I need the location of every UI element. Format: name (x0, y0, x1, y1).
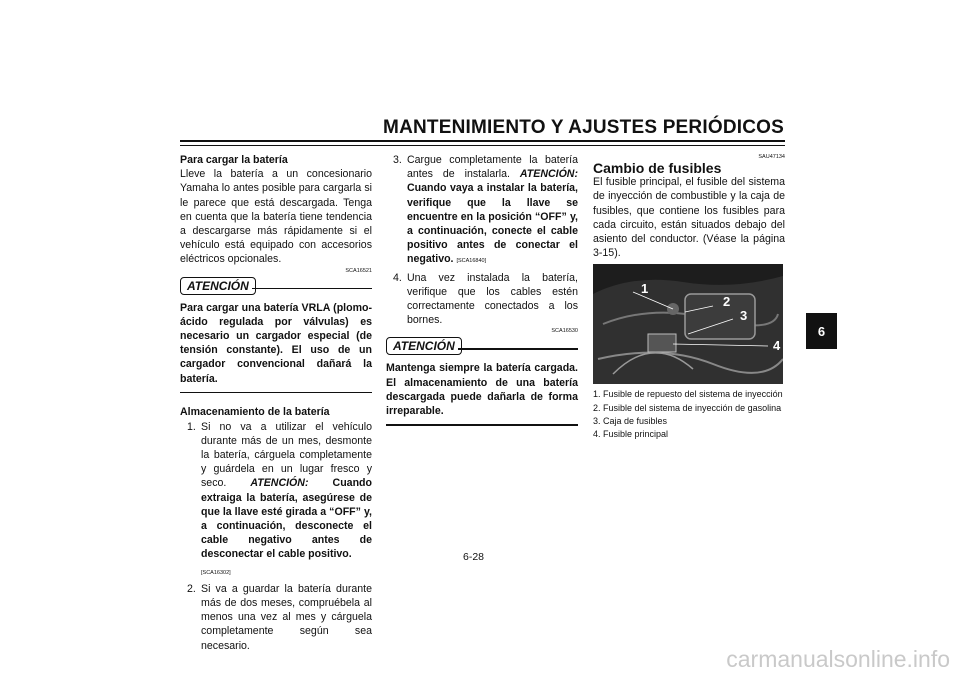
callout-label: 4 (773, 338, 781, 354)
watermark: carmanualsonline.info (726, 646, 950, 672)
list-item: 2. Si va a guardar la batería durante más de dos meses, compruébela al menos una vez al mes y cárguela completamente según sea necesario. (187, 582, 372, 652)
storage-list (180, 420, 372, 653)
atencion-badge: ATENCIÓN (386, 337, 462, 355)
section-heading-charge: Para cargar la batería (180, 154, 288, 166)
atencion-block (180, 277, 372, 297)
warning-text: Para cargar una batería VRLA (plomo-ácido regulada por válvulas) es necesario un cargador especial (de tensión constante). El uso de un cargador convencional dañará la batería. (180, 301, 372, 385)
column-1 (180, 153, 372, 653)
list-item: 4. Una vez instalada la batería, verifique que los cables estén correctamente conectados a los bornes. (393, 271, 578, 327)
header-rule-thin (180, 145, 785, 146)
ref-code: SAU47134 (758, 154, 785, 160)
chapter-tab: 6 (806, 313, 837, 349)
photo-illustration (593, 264, 783, 384)
fuses-paragraph: El fusible principal, el fusible del sistema de inyección de combustible y la caja de fusibles, que contiene los fusibles para cada circuito, están situados debajo del asiento del conductor. (Véase la página 3-15). (593, 176, 785, 260)
page-number: 6-28 (463, 551, 485, 563)
column-3 (593, 153, 785, 441)
install-list (386, 153, 578, 327)
caption-item: 3. Caja de fusibles (593, 415, 668, 426)
callout-label: 1 (641, 281, 649, 297)
section-heading-fuses: Cambio de fusibles (593, 160, 722, 176)
warning-end-rule (386, 424, 578, 426)
caption-item: 4. Fusible principal (593, 429, 669, 440)
warning-end-rule (180, 392, 372, 394)
atencion-badge: ATENCIÓN (180, 277, 256, 295)
caption-item: 1. Fusible de repuesto del sistema de inyección (593, 389, 783, 400)
header-rule (180, 140, 785, 142)
column-2 (386, 153, 578, 426)
ref-code: SCA16521 (345, 267, 372, 274)
warning-text: Mantenga siempre la batería cargada. El almacenamiento de una batería descargada puede dañarla de forma irreparable. (386, 362, 578, 418)
ref-code: SCA16530 (551, 328, 578, 335)
fuse-location-photo (593, 264, 783, 384)
atencion-block (386, 337, 578, 357)
callout-label: 2 (723, 294, 731, 310)
page-title: MANTENIMIENTO Y AJUSTES PERIÓDICOS (383, 117, 784, 138)
caption-item: 2. Fusible del sistema de inyección de gasolina (593, 402, 782, 413)
list-item: 3. Cargue completamente la batería antes de instalarla. ATENCIÓN: Cuando vaya a instalar la batería, verifique que la llave se encuentre en la posición “OFF” y, a continuación, conecte el cable positivo antes de conectar el negativo. [SCA16840] (393, 154, 578, 266)
callout-label: 3 (740, 308, 748, 324)
photo-captions (593, 388, 785, 441)
charge-paragraph: Lleve la batería a un concesionario Yamaha lo antes posible para cargarla si le parece que está descargada. Tenga en cuenta que la batería tiene tendencia a descargarse más rápidamente si el vehículo está equipado con accesorios eléctricos opcionales. (180, 168, 372, 266)
list-item: 1. Si no va a utilizar el vehículo durante más de un mes, desmonte la batería, cárguela completamente y guárdela en un lugar fresco y seco. ATENCIÓN: Cuando extraiga la batería, asegúrese de que la llave esté girada a “OFF” y, a continuación, desconecte el cable negativo antes de desconectar el cable positivo. [SCA16302] (187, 420, 372, 576)
section-heading-storage: Almacenamiento de la batería (180, 406, 330, 419)
